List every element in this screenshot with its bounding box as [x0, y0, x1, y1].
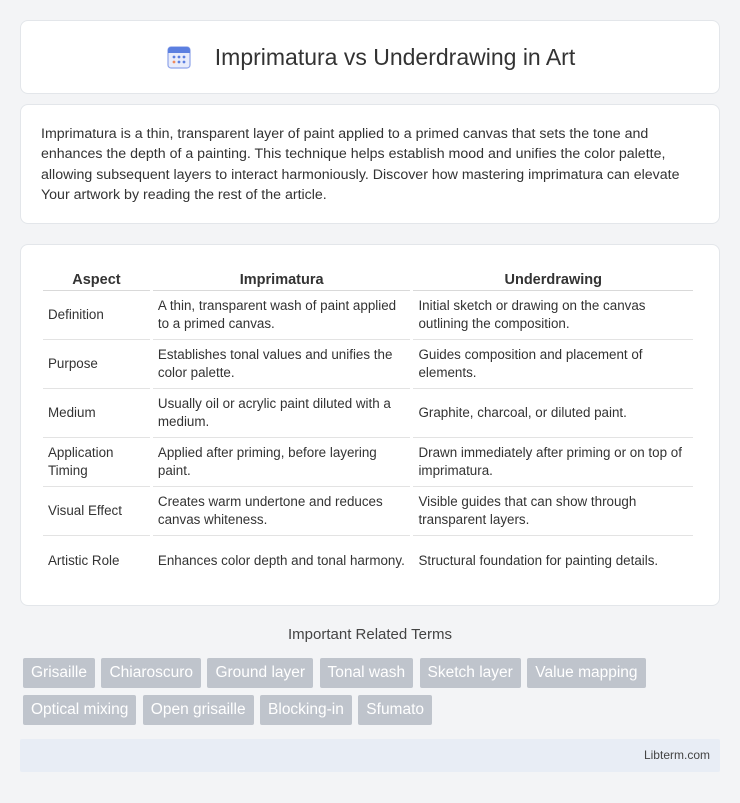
related-term-tag[interactable]: Open grisaille: [143, 695, 254, 725]
table-row: [43, 438, 693, 487]
table-row: [43, 487, 693, 536]
aspect-cell: Definition: [43, 291, 150, 340]
intro-text: Imprimatura is a thin, transparent layer of paint applied to a primed canvas that sets the tone and enhances the depth of a painting. This technique helps establish mood and unifies the color palette, allowing subsequent layers to interact harmoniously. Discover how mastering imprimatura can elevate Your artwork by reading the rest of the article.: [41, 126, 680, 203]
related-term-tag[interactable]: Sketch layer: [420, 658, 521, 688]
footer: [20, 739, 720, 772]
underdrawing-cell: Drawn immediately after priming or on top of imprimatura.: [413, 438, 693, 487]
calendar-icon: [165, 43, 193, 71]
imprimatura-cell: A thin, transparent wash of paint applied to a primed canvas.: [153, 291, 411, 340]
imprimatura-cell: Applied after priming, before layering paint.: [153, 438, 411, 487]
related-terms-title: Important Related Terms: [288, 626, 452, 643]
underdrawing-cell: Guides composition and placement of elements.: [413, 340, 693, 389]
table-header-row: [43, 263, 693, 291]
aspect-cell: Visual Effect: [43, 487, 150, 536]
table-row: [43, 291, 693, 340]
intro-card: [20, 104, 720, 224]
footer-site-link[interactable]: Libterm.com: [643, 748, 710, 762]
related-term-tag[interactable]: Value mapping: [527, 658, 645, 688]
comparison-card: [20, 244, 720, 606]
related-term-tag[interactable]: Optical mixing: [23, 695, 136, 725]
header-imprimatura: Imprimatura: [153, 263, 411, 291]
imprimatura-cell: Creates warm undertone and reduces canvas whiteness.: [153, 487, 411, 536]
underdrawing-cell: Visible guides that can show through transparent layers.: [413, 487, 693, 536]
header-underdrawing: Underdrawing: [413, 263, 693, 291]
imprimatura-cell: Enhances color depth and tonal harmony.: [157, 552, 405, 568]
underdrawing-cell: Initial sketch or drawing on the canvas outlining the composition.: [413, 291, 693, 340]
related-term-tag[interactable]: Grisaille: [23, 658, 95, 688]
table-row: [43, 536, 693, 585]
imprimatura-cell: Establishes tonal values and unifies the color palette.: [153, 340, 411, 389]
related-term-tag[interactable]: Ground layer: [207, 658, 313, 688]
related-terms-list: [23, 658, 723, 732]
underdrawing-cell: Structural foundation for painting details.: [418, 552, 659, 568]
related-term-tag[interactable]: Sfumato: [358, 695, 432, 725]
comparison-table: [40, 263, 696, 585]
related-term-tag[interactable]: Tonal wash: [320, 658, 414, 688]
aspect-cell: Medium: [43, 389, 150, 438]
header-card: [20, 20, 720, 94]
table-row: [43, 389, 693, 438]
table-row: [43, 340, 693, 389]
header-aspect: Aspect: [43, 263, 150, 291]
page-title: Imprimatura vs Underdrawing in Art: [214, 43, 576, 70]
aspect-cell: Artistic Role: [48, 552, 120, 568]
related-term-tag[interactable]: Chiaroscuro: [101, 658, 201, 688]
underdrawing-cell: Graphite, charcoal, or diluted paint.: [413, 389, 693, 438]
imprimatura-cell: Usually oil or acrylic paint diluted with a medium.: [153, 389, 411, 438]
aspect-cell: Purpose: [43, 340, 150, 389]
aspect-cell: Application Timing: [43, 438, 150, 487]
related-term-tag[interactable]: Blocking-in: [260, 695, 352, 725]
